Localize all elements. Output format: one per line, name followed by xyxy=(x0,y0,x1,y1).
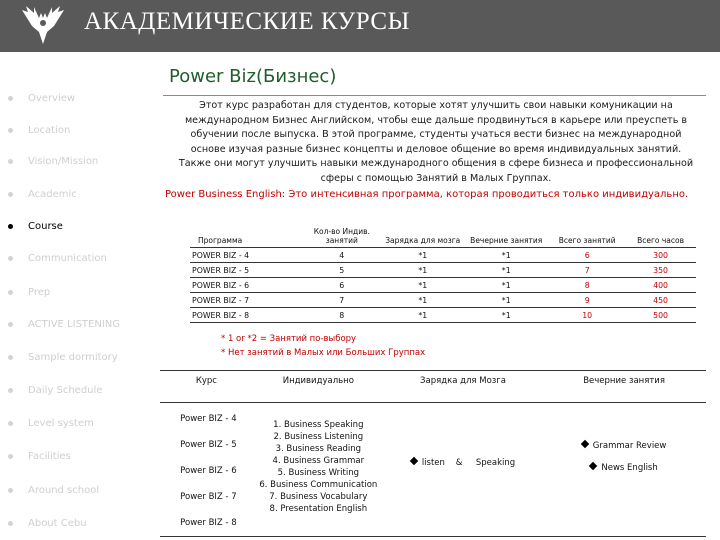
table-row: POWER BIZ - 7 7 *1 *1 9 450 xyxy=(190,293,696,308)
table-row: POWER BIZ - 5 5 *1 *1 7 350 xyxy=(190,263,696,278)
list-item: 8. Presentation English xyxy=(269,504,368,514)
sidebar-item-prep[interactable]: Prep xyxy=(8,285,50,299)
group-note: * Нет занятий в Малых или Больших Группах xyxy=(221,348,426,358)
sidebar-item-location[interactable]: Location xyxy=(8,123,70,137)
bullet-icon xyxy=(8,521,13,526)
brain-column: listen & Speaking xyxy=(384,403,542,537)
list-item: News English xyxy=(542,451,706,473)
sidebar-item-active-listening[interactable]: ACTIVE LISTENING xyxy=(8,317,120,331)
sidebar-item-sample-dormitory[interactable]: Sample dormitory xyxy=(8,350,118,364)
bullet-icon xyxy=(8,128,13,133)
bullet-icon xyxy=(8,290,13,295)
column-header: Зарядка для Мозга xyxy=(384,371,542,403)
bullet-icon xyxy=(8,488,13,493)
evening-column xyxy=(542,403,706,537)
business-english-note: Power Business English: Это интенсивная программа, которая проводиться только индивидуально. xyxy=(165,189,689,200)
sidebar-item-academic[interactable]: Academic xyxy=(8,187,77,201)
list-item: 7. Business Vocabulary xyxy=(269,492,368,502)
list-item: Power BIZ - 6 xyxy=(180,466,237,476)
sidebar-item-vision-mission[interactable]: Vision/Mission xyxy=(8,154,98,168)
bullet-icon xyxy=(8,96,13,101)
title-divider xyxy=(163,95,706,96)
sidebar-item-level-system[interactable]: Level system xyxy=(8,416,94,430)
sidebar-item-communication[interactable]: Communication xyxy=(8,251,107,265)
list-item: 1. Business Speaking xyxy=(273,420,364,430)
sidebar-item-facilities[interactable]: Facilities xyxy=(8,449,71,463)
column-header: Программа xyxy=(190,219,301,248)
course-table xyxy=(160,370,706,537)
list-item: Power BIZ - 4 xyxy=(180,414,237,424)
list-item: 4. Business Grammar xyxy=(272,456,365,466)
program-table xyxy=(190,219,696,323)
bullet-icon xyxy=(8,256,13,261)
list-item: Power BIZ - 5 xyxy=(180,440,237,450)
bullet-icon xyxy=(8,454,13,459)
bullet-icon xyxy=(8,159,13,164)
table-header-row xyxy=(190,219,696,248)
list-item: Power BIZ - 8 xyxy=(180,518,237,528)
intro-paragraph: Этот курс разработан для студентов, которые хотят улучшить свои навыки комуникации на международном Бизнес Английском, чтобы еще дальше продвинуться в карьере или преуспеть в обучении после выпуска. В этой программе, студенты учаться вести бизнес на международной основе изучая разные бизнес концепты и деловое общение во время индивидуальных занятий. Также они могут улучшить навыки международного общения в сфере бизнеса и профессиональной сферы с помощью Занятий в Малых Группах. xyxy=(178,100,694,184)
bullet-icon xyxy=(8,421,13,426)
bullet-icon xyxy=(8,192,13,197)
bullet-icon xyxy=(8,322,13,327)
sidebar-nav xyxy=(0,52,150,540)
diamond-bullet-icon xyxy=(410,457,418,465)
bullet-icon xyxy=(8,355,13,360)
course-column xyxy=(160,403,253,537)
column-header: Зарядка для мозга xyxy=(382,219,463,248)
column-header: Всего часов xyxy=(625,219,696,248)
list-item: Power BIZ - 7 xyxy=(180,492,237,502)
sidebar-item-about-cebu[interactable]: About Cebu xyxy=(8,516,87,530)
column-header: Индивидуально xyxy=(253,371,384,403)
bullet-icon xyxy=(8,224,13,229)
sidebar-item-overview[interactable]: Overview xyxy=(8,91,75,105)
sidebar-item-around-school[interactable]: Around school xyxy=(8,483,99,497)
column-header: Вечерние занятия xyxy=(463,219,549,248)
column-header: Всего занятий xyxy=(549,219,625,248)
table-row: POWER BIZ - 8 8 *1 *1 10 500 xyxy=(190,308,696,323)
column-header: Вечерние занятия xyxy=(542,371,706,403)
diamond-bullet-icon xyxy=(589,462,597,470)
list-item: 5. Business Writing xyxy=(277,468,359,478)
page-title: АКАДЕМИЧЕСКИЕ КУРСЫ xyxy=(84,8,410,35)
table-row xyxy=(160,403,706,537)
bullet-icon xyxy=(8,388,13,393)
diamond-bullet-icon xyxy=(581,440,589,448)
list-item: 3. Business Reading xyxy=(275,444,362,454)
column-header: Кол-во Индив. занятий xyxy=(301,219,382,248)
list-item: Grammar Review xyxy=(542,403,706,451)
table-row: POWER BIZ - 4 4 *1 *1 6 300 xyxy=(190,248,696,263)
column-header: Курс xyxy=(160,371,253,403)
section-title: Power Biz(Бизнес) xyxy=(169,66,337,87)
list-item: 2. Business Listening xyxy=(273,432,364,442)
table-row: POWER BIZ - 6 6 *1 *1 8 400 xyxy=(190,278,696,293)
individual-column xyxy=(253,403,384,537)
elective-note: * 1 or *2 = Занятий по-выбору xyxy=(221,334,357,344)
list-item: 6. Business Communication xyxy=(259,480,378,490)
sidebar-item-daily-schedule[interactable]: Daily Schedule xyxy=(8,383,102,397)
eagle-logo-icon[interactable] xyxy=(18,4,68,48)
header-bar xyxy=(0,0,720,52)
sidebar-item-course[interactable]: Course xyxy=(8,219,63,233)
table-header-row xyxy=(160,371,706,403)
